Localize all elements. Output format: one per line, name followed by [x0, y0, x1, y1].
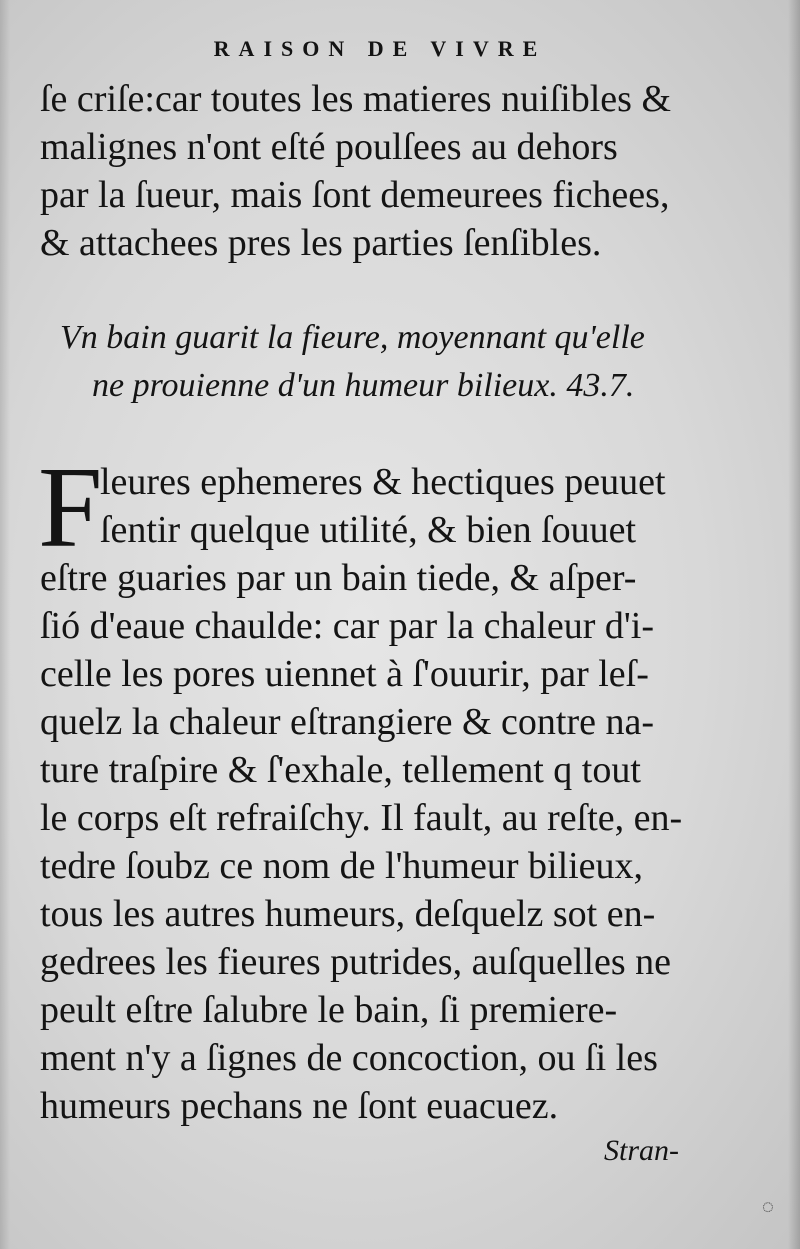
paragraph-line: ment n'y a ſignes de concoction, ou ſi les	[40, 1037, 658, 1079]
paragraph-line: quelz la chaleur eſtrangiere & contre na-	[40, 701, 654, 743]
paragraph-line: eſtre guaries par un bain tiede, & aſper-	[40, 557, 637, 599]
paragraph-line: tous les autres humeurs, deſquelz sot en-	[40, 893, 656, 935]
paragraph-line: peult eſtre ſalubre le bain, ſi premiere-	[40, 989, 618, 1031]
section-heading-line: ne prouienne d'un humeur bilieux. 43.7.	[92, 367, 635, 404]
section-heading-line: Vn bain guarit la fieure, moyennant qu'elle	[60, 319, 645, 356]
drop-capital: F	[38, 444, 103, 572]
text-line: malignes n'ont eſté poulſees au dehors	[40, 126, 618, 168]
text-line: ſe criſe:car toutes les matieres nuiſibles &	[40, 78, 672, 120]
page-shadow-left	[0, 0, 10, 1249]
paragraph-line: gedrees les fieures putrides, auſquelles ne	[40, 941, 671, 983]
text-line: par la ſueur, mais ſont demeurees fichees,	[40, 174, 670, 216]
paragraph-line: ſentir quelque utilité, & bien ſouuet	[100, 509, 637, 551]
paragraph-line: humeurs pechans ne ſont euacuez.	[40, 1085, 559, 1127]
text-line: & attachees pres les parties ſenſibles.	[40, 222, 602, 264]
ornament-mark: ◌	[762, 1196, 774, 1218]
catchword: Stran-	[604, 1134, 679, 1167]
paragraph-line: leures ephemeres & hectiques peuuet	[100, 461, 666, 503]
paragraph-line: ture traſpire & ſ'exhale, tellement q tout	[40, 749, 641, 791]
running-header: RAISON DE VIVRE	[213, 36, 547, 61]
paragraph-line: ſió d'eaue chaulde: car par la chaleur d'i-	[40, 605, 654, 647]
paragraph-line: celle les pores uiennet à ſ'ouurir, par leſ-	[40, 653, 649, 695]
page-shadow-right	[788, 0, 800, 1249]
paragraph-line: tedre ſoubz ce nom de l'humeur bilieux,	[40, 845, 644, 887]
paragraph-line: le corps eſt refraiſchy. Il fault, au reſte, en-	[40, 797, 683, 839]
